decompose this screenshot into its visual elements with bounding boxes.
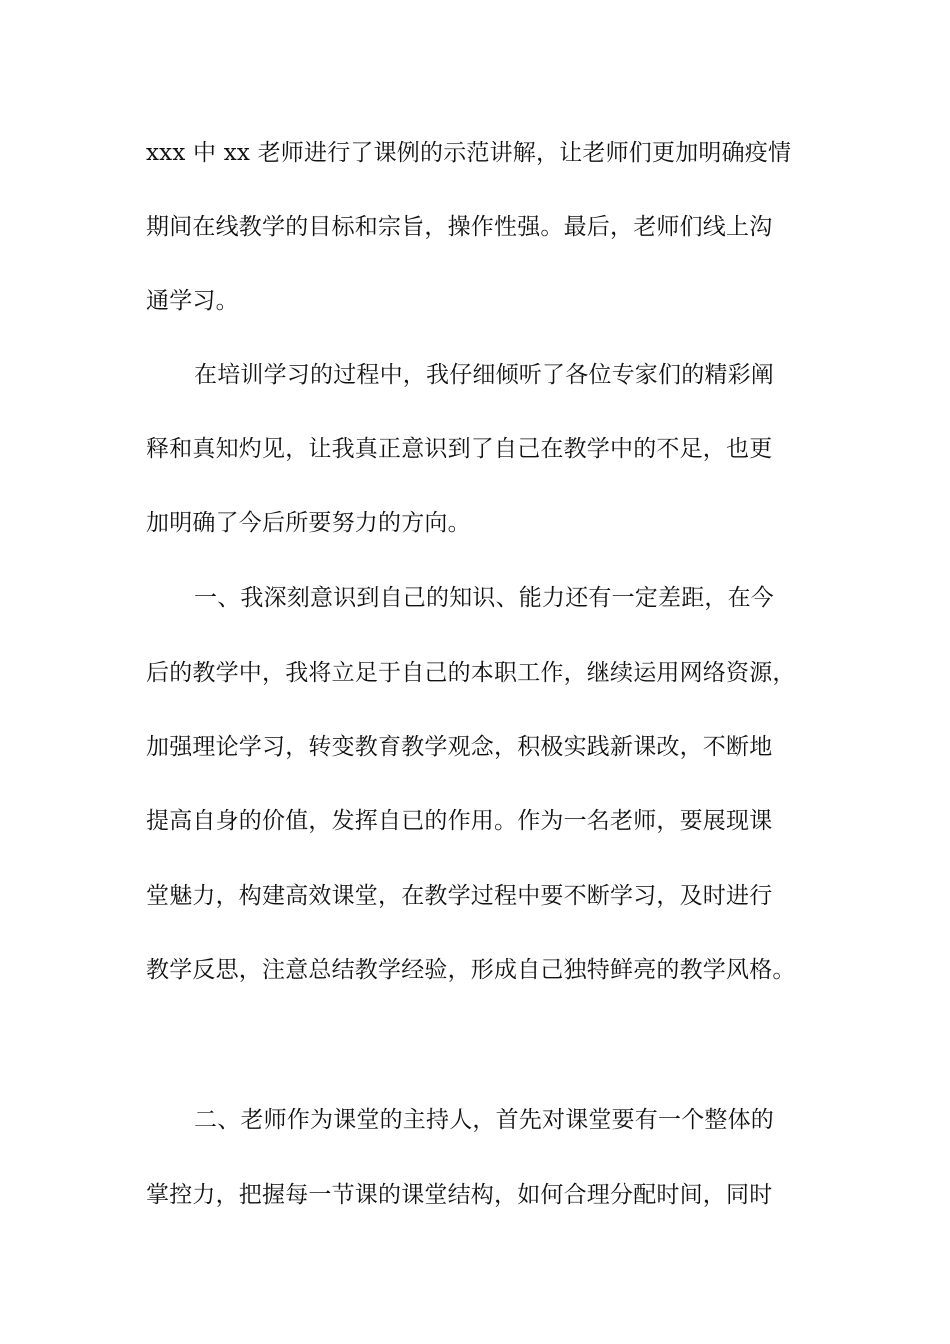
text-line-4: 在培训学习的过程中，我仔细倾听了各位专家们的精彩阐 [194, 362, 774, 388]
text-line-1: xxx 中 xx 老师进行了课例的示范讲解，让老师们更加明确疫情 [146, 140, 792, 166]
text-line-8: 后的教学中，我将立足于自己的本职工作，继续运用网络资源， [146, 660, 796, 686]
text-line-10: 提高自身的价值，发挥自已的作用。作为一名老师，要展现课 [146, 808, 773, 834]
text-line-2: 期间在线教学的目标和宗旨，操作性强。最后，老师们线上沟 [146, 214, 773, 240]
text-line-6: 加明确了今后所要努力的方向。 [146, 510, 471, 536]
text-line-13: 二、老师作为课堂的主持人，首先对课堂要有一个整体的 [194, 1107, 774, 1133]
text-line-9: 加强理论学习，转变教育教学观念，积极实践新课改，不断地 [146, 734, 773, 760]
text-line-11: 堂魅力，构建高效课堂，在教学过程中要不断学习，及时进行 [146, 883, 773, 909]
text-line-12: 教学反思，注意总结教学经验，形成自己独特鲜亮的教学风格。 [146, 957, 796, 983]
text-line-5: 释和真知灼见，让我真正意识到了自己在教学中的不足，也更 [146, 436, 773, 462]
text-line-14: 掌控力，把握每一节课的课堂结构，如何合理分配时间，同时 [146, 1182, 773, 1208]
text-line-7: 一、我深刻意识到自己的知识、能力还有一定差距，在今 [194, 585, 774, 611]
text-line-3: 通学习。 [146, 288, 239, 314]
